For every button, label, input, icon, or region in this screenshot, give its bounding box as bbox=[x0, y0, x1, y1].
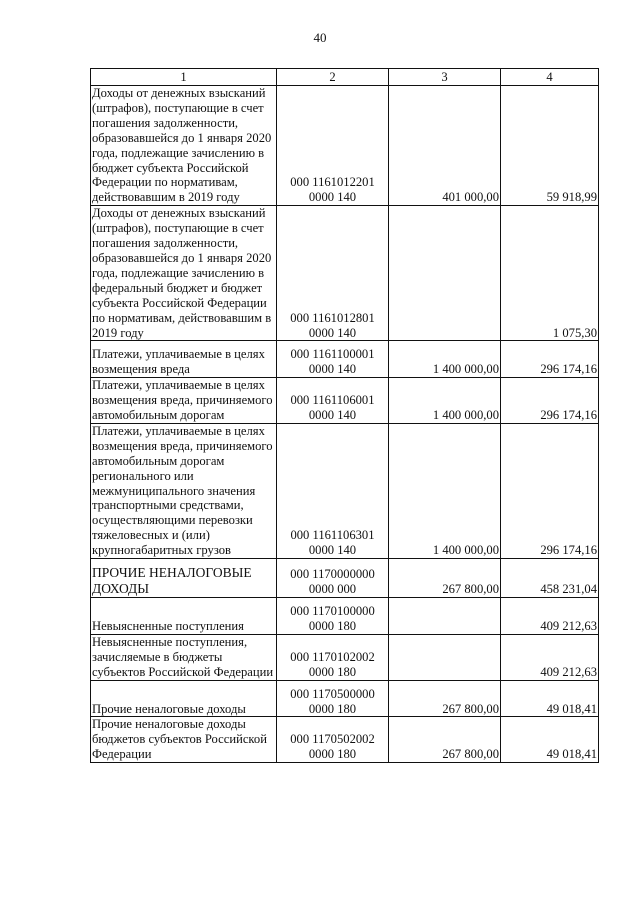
row-code bbox=[277, 378, 389, 424]
row-col4: 1 075,30 bbox=[501, 206, 599, 341]
row-col4: 409 212,63 bbox=[501, 634, 599, 680]
table-row bbox=[91, 598, 599, 635]
row-code bbox=[277, 717, 389, 763]
row-name: Доходы от денежных взысканий (штрафов), поступающие в счет погашения задолженности, образовавшейся до 1 января 2020 года, подлежащие зачислению в бюджет субъекта Российской Федерации по нормативам, действовавшим в 2019 году bbox=[91, 86, 277, 206]
row-col4: 296 174,16 bbox=[501, 341, 599, 378]
row-code-line1: 000 1170102002 bbox=[290, 649, 375, 664]
table-row bbox=[91, 423, 599, 558]
row-code-line1: 000 1170502002 bbox=[290, 732, 375, 747]
row-code-line1: 000 1161106301 bbox=[290, 528, 375, 543]
table-row bbox=[91, 680, 599, 717]
row-col3: 1 400 000,00 bbox=[389, 378, 501, 424]
row-code-line1: 000 1161012201 bbox=[290, 175, 375, 190]
row-code bbox=[277, 86, 389, 206]
row-code bbox=[277, 598, 389, 635]
row-code-line1: 000 1170500000 bbox=[290, 686, 375, 701]
row-code-line2: 0000 000 bbox=[308, 582, 357, 597]
row-name: Невыясненные поступления bbox=[91, 598, 277, 635]
table-row bbox=[91, 86, 599, 206]
row-name: Платежи, уплачиваемые в целях возмещения вреда bbox=[91, 341, 277, 378]
row-col4: 49 018,41 bbox=[501, 717, 599, 763]
row-col4: 458 231,04 bbox=[501, 559, 599, 598]
row-code bbox=[277, 680, 389, 717]
page-number: 40 bbox=[313, 30, 327, 45]
row-name: Прочие неналоговые доходы бюджетов субъектов Российской Федерации bbox=[91, 717, 277, 763]
row-col3: 267 800,00 bbox=[389, 559, 501, 598]
row-code-line2: 0000 180 bbox=[308, 619, 357, 633]
row-code-line1: 000 1161012801 bbox=[290, 310, 375, 325]
row-code-line1: 000 1170000000 bbox=[290, 567, 375, 582]
table-row bbox=[91, 341, 599, 378]
row-col3: 1 400 000,00 bbox=[389, 341, 501, 378]
row-col3 bbox=[389, 598, 501, 635]
row-col4: 296 174,16 bbox=[501, 423, 599, 558]
row-code-line1: 000 1161106001 bbox=[290, 393, 375, 408]
row-code bbox=[277, 341, 389, 378]
row-name: Невыясненные поступления, зачисляемые в бюджеты субъектов Российской Федерации bbox=[91, 634, 277, 680]
table-row bbox=[91, 206, 599, 341]
row-col4: 59 918,99 bbox=[501, 86, 599, 206]
row-code bbox=[277, 559, 389, 598]
table-row bbox=[91, 717, 599, 763]
row-code-line2: 0000 140 bbox=[308, 408, 357, 423]
budget-table bbox=[90, 68, 599, 763]
row-col3 bbox=[389, 206, 501, 341]
table-row bbox=[91, 634, 599, 680]
row-col3: 267 800,00 bbox=[389, 717, 501, 763]
row-code-line2: 0000 180 bbox=[308, 701, 357, 716]
header-col-1: 1 bbox=[91, 69, 277, 86]
row-col3: 267 800,00 bbox=[389, 680, 501, 717]
row-code-line2: 0000 140 bbox=[308, 543, 357, 558]
row-code-line2: 0000 180 bbox=[308, 664, 357, 679]
row-code-line2: 0000 180 bbox=[308, 747, 357, 762]
header-col-2: 2 bbox=[277, 69, 389, 86]
header-col-3: 3 bbox=[389, 69, 501, 86]
row-code bbox=[277, 423, 389, 558]
row-code bbox=[277, 634, 389, 680]
row-col4: 296 174,16 bbox=[501, 378, 599, 424]
row-col3 bbox=[389, 634, 501, 680]
row-name: Платежи, уплачиваемые в целях возмещения вреда, причиняемого автомобильным дорогам bbox=[91, 378, 277, 424]
row-code bbox=[277, 206, 389, 341]
row-name: Платежи, уплачиваемые в целях возмещения вреда, причиняемого автомобильным дорогам регионального или межмуниципального значения транспортными средствами, осуществляющими перевозки тяжеловесных и (или) крупногабаритных грузов bbox=[91, 423, 277, 558]
row-code-line2: 0000 140 bbox=[308, 325, 357, 340]
table-row bbox=[91, 378, 599, 424]
header-col-4: 4 bbox=[501, 69, 599, 86]
row-code-line2: 0000 140 bbox=[308, 362, 357, 377]
row-name: Доходы от денежных взысканий (штрафов), поступающие в счет погашения задолженности, образовавшейся до 1 января 2020 года, подлежащие зачислению в федеральный бюджет и бюджет субъекта Российской Федерации по нормативам, действовавшим в 2019 году bbox=[91, 206, 277, 341]
row-code-line2: 0000 140 bbox=[308, 190, 357, 205]
row-code-line1: 000 1161100001 bbox=[290, 347, 375, 362]
row-name: Прочие неналоговые доходы bbox=[91, 680, 277, 717]
row-col4: 409 212,63 bbox=[501, 598, 599, 635]
row-name: ПРОЧИЕ НЕНАЛОГОВЫЕ ДОХОДЫ bbox=[91, 559, 277, 598]
row-col4: 49 018,41 bbox=[501, 680, 599, 717]
header-row bbox=[91, 69, 599, 86]
row-col3: 1 400 000,00 bbox=[389, 423, 501, 558]
row-col3: 401 000,00 bbox=[389, 86, 501, 206]
table-row bbox=[91, 559, 599, 598]
row-code-line1: 000 1170100000 bbox=[290, 604, 375, 619]
